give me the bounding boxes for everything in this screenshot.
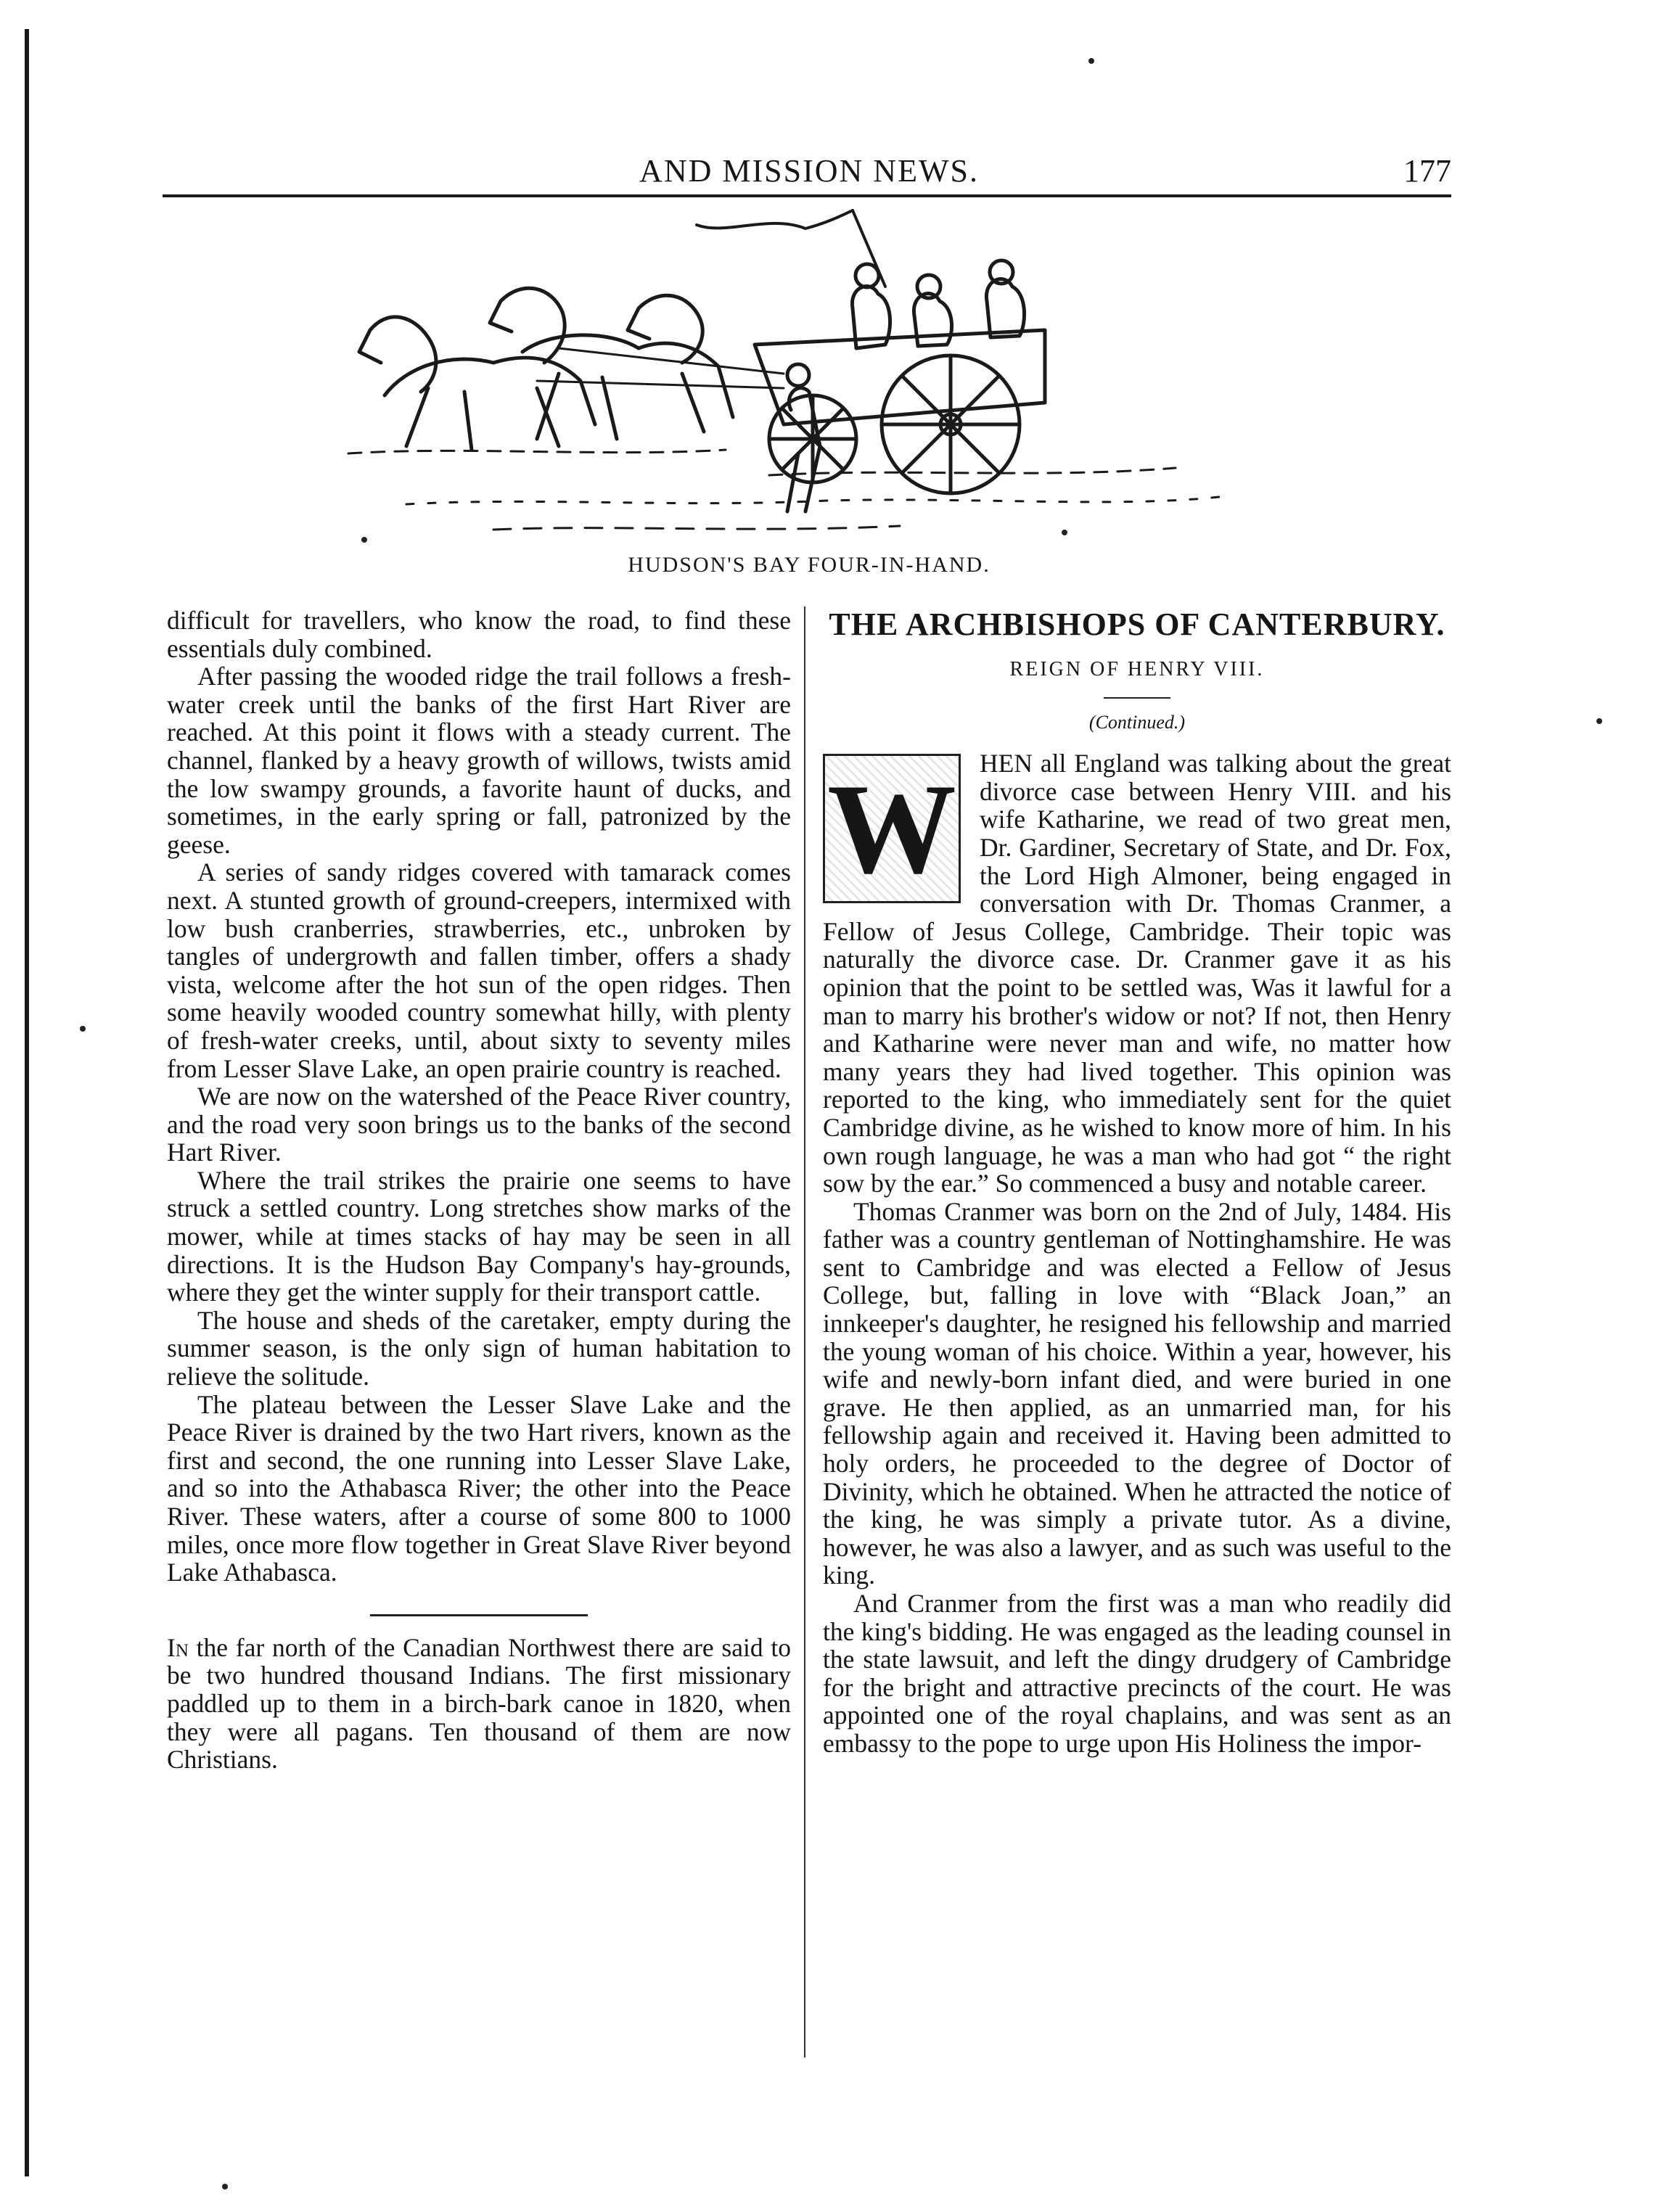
article-title: THE ARCHBISHOPS OF CANTERBURY. xyxy=(829,607,1445,642)
paragraph: Thomas Cranmer was born on the 2nd of July, 1484. His father was a country gentleman of Nottinghamshire. He was sent to Cambridge and was elected a Fellow of Jesus College, but, falling in love with “Black Joan,” an innkeeper's daughter, he resigned his fellowship and married the young woman of his choice. Within a year, however, his wife and newly-born infant died, and were buried in one grave. He then applied, as an unmarried man, for his fellowship again and received it. Having been admitted to holy orders, he proceeded to the degree of Doctor of Divinity, which he obtained. When he attracted the notice of the king, he was simply a private tutor. As a divine, however, he was also a lawyer, and as such was useful to the king. xyxy=(823,1196,1451,1590)
paragraph: The plateau between the Lesser Slave Lake and the Peace River is drained by the two Hart rivers, known as the first and second, the one running into Lesser Slave Lake, and so into the Athabasca River; the other into the Peace River. These waters, after a course of some 800 to 1000 miles, once more flow together in Great Slave River beyond Lake Athabasca. xyxy=(167,1389,791,1587)
running-header xyxy=(167,152,1451,197)
note-text: the far north of the Canadian Northwest there are said to be two hundred thousand Indians. The first missionary paddled up to them in a birch-bark canoe in 1820, when they were all pagans. Ten thousand of them are now Christians. xyxy=(167,1632,791,1775)
paragraph: After passing the wooded ridge the trail follows a fresh-water creek until the banks of the first Hart River are reached. At this point it flows with a steady current. The channel, flanked by a heavy growth of willows, twists amid the low swampy grounds, a favorite haunt of ducks, and sometimes, in the early spring or fall, patronized by the geese. xyxy=(167,662,791,859)
speck xyxy=(80,1026,86,1032)
page-number: 177 xyxy=(1403,153,1451,189)
paragraph: And Cranmer from the first was a man who readily did the king's bidding. He was engaged as the leading counsel in the state lawsuit, and left the dingy drudgery of Cambridge for the bright and attractive precincts of the court. He was appointed one of the royal chaplains, and was sent as an embassy to the pope to urge upon His Holiness the impor- xyxy=(823,1589,1451,1758)
horse-team xyxy=(359,288,784,450)
paragraph: We are now on the watershed of the Peace River country, and the road very soon brings us to the banks of the second Hart River. xyxy=(167,1082,791,1167)
right-column xyxy=(823,607,1451,1758)
speck xyxy=(1596,718,1602,724)
page-edge-line xyxy=(25,29,29,2176)
paragraph: Where the trail strikes the prairie one seems to have struck a settled country. Long stretches show marks of the mower, while at times stacks of hay may be seen in all directions. It is the Hudson Bay Company's hay-grounds, where they get the winter supply for their transport cattle. xyxy=(167,1165,791,1307)
illustration-caption: HUDSON'S BAY FOUR-IN-HAND. xyxy=(628,553,990,577)
column-rule xyxy=(804,607,805,2057)
speck xyxy=(222,2184,228,2190)
whip-lash xyxy=(697,210,853,229)
note-paragraph xyxy=(167,1634,791,1774)
drop-cap: W xyxy=(823,754,961,903)
article-subtitle: REIGN OF HENRY VIII. xyxy=(1009,658,1265,681)
four-in-hand-illustration xyxy=(319,207,1306,548)
opening-paragraph xyxy=(823,749,1451,1198)
continued-note: (Continued.) xyxy=(1088,711,1186,733)
paragraph: The house and sheds of the caretaker, empty during the summer season, is the only sign of human habitation to relieve the solitude. xyxy=(167,1305,791,1391)
wagon xyxy=(755,330,1045,493)
subtitle-rule xyxy=(1104,697,1170,699)
paragraph: difficult for travellers, who know the road, to find these essentials duly combined. xyxy=(167,606,791,663)
opening-text: HEN all England was talking about the great divorce case between Henry VIII. and his wife Katharine, we read of two great men, Dr. Gardiner, Secretary of State, and Dr. Fox, the Lord High Almoner, being engaged in conversation with Dr. Thomas Cranmer, a Fellow of Jesus College, Cambridge. Their topic was naturally the divorce case. Dr. Cranmer gave it as his opinion that the point to be settled was, Was it lawful for a man to marry his brother's widow or not? If not, then Henry and Katharine were never man and wife, no matter how many years they had lived together. This opinion was reported to the king, who immediately sent for the quiet Cambridge divine, as he wished to know more of him. In his own rough language, he was a man who had got “ the right sow by the ear.” So commenced a busy and notable career. xyxy=(823,749,1451,1198)
speck xyxy=(1088,58,1094,64)
paragraph: A series of sandy ridges covered with tamarack comes next. A stunted growth of ground-creepers, intermixed with low bush cranberries, strawberries, etc., unbroken by tangles of undergrowth and fallen timber, offers a shady vista, welcome after the hot sun of the open ridges. Then some heavily wooded country somewhat hilly, with plenty of fresh-water creeks, until, about sixty to seventy miles from Lesser Slave Lake, an open prairie country is reached. xyxy=(167,858,791,1083)
section-separator xyxy=(370,1614,588,1616)
note-lead: In xyxy=(167,1632,189,1662)
running-title: AND MISSION NEWS. xyxy=(639,153,979,189)
left-column xyxy=(167,607,791,1774)
header-rule xyxy=(163,194,1451,197)
